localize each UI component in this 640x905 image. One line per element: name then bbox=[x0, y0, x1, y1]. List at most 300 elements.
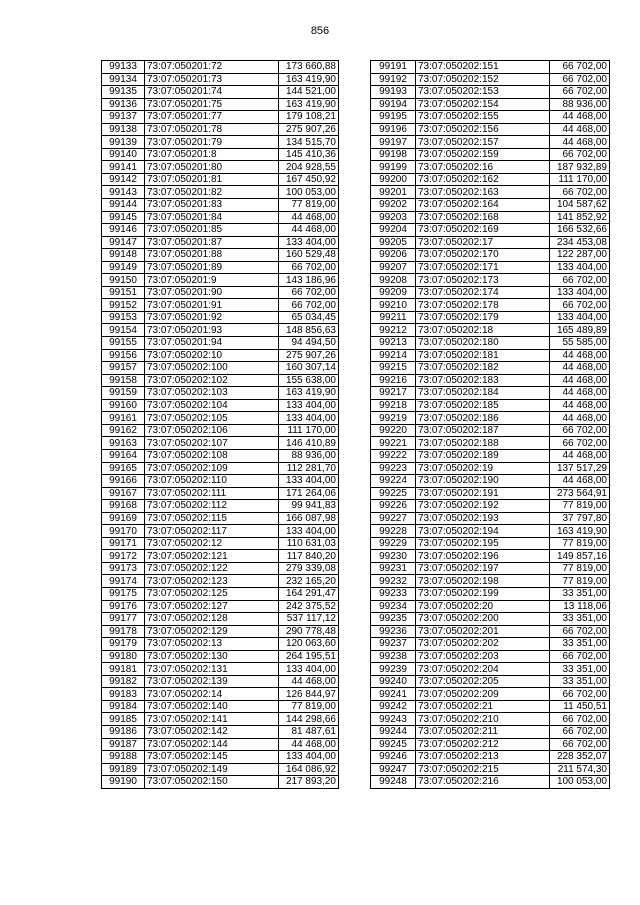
table-row bbox=[371, 650, 610, 663]
value-cell: 171 264,06 bbox=[279, 487, 339, 500]
row-number-cell: 99174 bbox=[102, 575, 145, 588]
value-cell: 144 298,66 bbox=[279, 713, 339, 726]
cadastral-number-cell: 73:07:050202:108 bbox=[145, 449, 279, 462]
table-row bbox=[371, 437, 610, 450]
cadastral-number-cell: 73:07:050202:130 bbox=[145, 650, 279, 663]
value-cell: 44 468,00 bbox=[279, 224, 339, 237]
row-number-cell: 99193 bbox=[371, 86, 416, 99]
value-cell: 111 170,00 bbox=[279, 424, 339, 437]
row-number-cell: 99229 bbox=[371, 537, 416, 550]
table-row bbox=[102, 587, 339, 600]
cadastral-number-cell: 73:07:050202:199 bbox=[416, 587, 550, 600]
value-cell: 163 419,90 bbox=[279, 98, 339, 111]
row-number-cell: 99199 bbox=[371, 161, 416, 174]
table-row bbox=[371, 562, 610, 575]
table-row bbox=[102, 462, 339, 475]
row-number-cell: 99151 bbox=[102, 286, 145, 299]
row-number-cell: 99164 bbox=[102, 449, 145, 462]
row-number-cell: 99192 bbox=[371, 73, 416, 86]
table-row bbox=[371, 337, 610, 350]
row-number-cell: 99134 bbox=[102, 73, 145, 86]
row-number-cell: 99146 bbox=[102, 224, 145, 237]
table-row bbox=[371, 462, 610, 475]
cadastral-number-cell: 73:07:050202:104 bbox=[145, 399, 279, 412]
value-cell: 66 702,00 bbox=[550, 86, 610, 99]
table-row bbox=[371, 274, 610, 287]
cadastral-number-cell: 73:07:050202:155 bbox=[416, 111, 550, 124]
row-number-cell: 99187 bbox=[102, 738, 145, 751]
value-cell: 44 468,00 bbox=[550, 399, 610, 412]
table-row bbox=[102, 412, 339, 425]
cadastral-number-cell: 73:07:050202:205 bbox=[416, 675, 550, 688]
cadastral-number-cell: 73:07:050202:216 bbox=[416, 776, 550, 789]
table-row bbox=[102, 437, 339, 450]
cadastral-number-cell: 73:07:050201:89 bbox=[145, 261, 279, 274]
row-number-cell: 99173 bbox=[102, 562, 145, 575]
table-row bbox=[371, 449, 610, 462]
table-row bbox=[371, 161, 610, 174]
table-row bbox=[371, 700, 610, 713]
cadastral-number-cell: 73:07:050201:75 bbox=[145, 98, 279, 111]
cadastral-number-cell: 73:07:050202:171 bbox=[416, 261, 550, 274]
value-cell: 94 494,50 bbox=[279, 337, 339, 350]
table-row bbox=[371, 136, 610, 149]
value-cell: 66 702,00 bbox=[550, 61, 610, 74]
row-number-cell: 99224 bbox=[371, 475, 416, 488]
cadastral-number-cell: 73:07:050202:182 bbox=[416, 362, 550, 375]
table-row bbox=[102, 500, 339, 513]
value-cell: 163 419,90 bbox=[550, 525, 610, 538]
value-cell: 166 087,98 bbox=[279, 512, 339, 525]
cadastral-number-cell: 73:07:050202:12 bbox=[145, 537, 279, 550]
row-number-cell: 99135 bbox=[102, 86, 145, 99]
row-number-cell: 99242 bbox=[371, 700, 416, 713]
table-row bbox=[102, 550, 339, 563]
cadastral-number-cell: 73:07:050202:198 bbox=[416, 575, 550, 588]
value-cell: 33 351,00 bbox=[550, 663, 610, 676]
row-number-cell: 99241 bbox=[371, 688, 416, 701]
cadastral-number-cell: 73:07:050202:209 bbox=[416, 688, 550, 701]
cadastral-number-cell: 73:07:050202:163 bbox=[416, 186, 550, 199]
cadastral-number-cell: 73:07:050202:188 bbox=[416, 437, 550, 450]
cadastral-number-cell: 73:07:050202:211 bbox=[416, 725, 550, 738]
table-row bbox=[102, 136, 339, 149]
value-cell: 117 840,20 bbox=[279, 550, 339, 563]
table-row bbox=[102, 98, 339, 111]
cadastral-number-cell: 73:07:050202:186 bbox=[416, 412, 550, 425]
table-row bbox=[371, 487, 610, 500]
table-row bbox=[102, 763, 339, 776]
value-cell: 44 468,00 bbox=[550, 362, 610, 375]
table-row bbox=[371, 763, 610, 776]
value-cell: 44 468,00 bbox=[279, 211, 339, 224]
row-number-cell: 99202 bbox=[371, 199, 416, 212]
value-cell: 133 404,00 bbox=[279, 412, 339, 425]
row-number-cell: 99245 bbox=[371, 738, 416, 751]
row-number-cell: 99188 bbox=[102, 751, 145, 764]
cadastral-number-cell: 73:07:050202:164 bbox=[416, 199, 550, 212]
row-number-cell: 99167 bbox=[102, 487, 145, 500]
row-number-cell: 99196 bbox=[371, 123, 416, 136]
value-cell: 234 453,08 bbox=[550, 236, 610, 249]
value-cell: 144 521,00 bbox=[279, 86, 339, 99]
value-cell: 81 487,61 bbox=[279, 725, 339, 738]
table-row bbox=[371, 211, 610, 224]
cadastral-number-cell: 73:07:050202:112 bbox=[145, 500, 279, 513]
table-row bbox=[102, 123, 339, 136]
cadastral-number-cell: 73:07:050202:141 bbox=[145, 713, 279, 726]
table-row bbox=[371, 587, 610, 600]
value-cell: 66 702,00 bbox=[550, 650, 610, 663]
cadastral-number-cell: 73:07:050202:193 bbox=[416, 512, 550, 525]
value-cell: 44 468,00 bbox=[279, 675, 339, 688]
table-row bbox=[371, 299, 610, 312]
value-cell: 44 468,00 bbox=[550, 475, 610, 488]
row-number-cell: 99160 bbox=[102, 399, 145, 412]
cadastral-number-cell: 73:07:050202:203 bbox=[416, 650, 550, 663]
table-row bbox=[371, 311, 610, 324]
table-row bbox=[102, 261, 339, 274]
row-number-cell: 99246 bbox=[371, 751, 416, 764]
row-number-cell: 99178 bbox=[102, 625, 145, 638]
cadastral-number-cell: 73:07:050202:20 bbox=[416, 600, 550, 613]
cadastral-number-cell: 73:07:050202:102 bbox=[145, 374, 279, 387]
table-row bbox=[371, 751, 610, 764]
value-cell: 137 517,29 bbox=[550, 462, 610, 475]
value-cell: 133 404,00 bbox=[279, 475, 339, 488]
table-row bbox=[371, 725, 610, 738]
value-cell: 228 352,07 bbox=[550, 751, 610, 764]
right-register-table bbox=[370, 60, 610, 789]
row-number-cell: 99210 bbox=[371, 299, 416, 312]
row-number-cell: 99195 bbox=[371, 111, 416, 124]
row-number-cell: 99217 bbox=[371, 387, 416, 400]
cadastral-number-cell: 73:07:050202:173 bbox=[416, 274, 550, 287]
cadastral-number-cell: 73:07:050202:142 bbox=[145, 725, 279, 738]
row-number-cell: 99232 bbox=[371, 575, 416, 588]
cadastral-number-cell: 73:07:050201:72 bbox=[145, 61, 279, 74]
value-cell: 204 928,55 bbox=[279, 161, 339, 174]
value-cell: 77 819,00 bbox=[279, 700, 339, 713]
value-cell: 133 404,00 bbox=[550, 286, 610, 299]
cadastral-number-cell: 73:07:050202:10 bbox=[145, 349, 279, 362]
row-number-cell: 99226 bbox=[371, 500, 416, 513]
value-cell: 66 702,00 bbox=[550, 437, 610, 450]
cadastral-number-cell: 73:07:050202:192 bbox=[416, 500, 550, 513]
row-number-cell: 99138 bbox=[102, 123, 145, 136]
value-cell: 44 468,00 bbox=[279, 738, 339, 751]
cadastral-number-cell: 73:07:050202:184 bbox=[416, 387, 550, 400]
cadastral-number-cell: 73:07:050202:201 bbox=[416, 625, 550, 638]
value-cell: 160 307,14 bbox=[279, 362, 339, 375]
table-row bbox=[371, 362, 610, 375]
table-row bbox=[371, 286, 610, 299]
row-number-cell: 99197 bbox=[371, 136, 416, 149]
cadastral-number-cell: 73:07:050202:121 bbox=[145, 550, 279, 563]
table-row bbox=[371, 713, 610, 726]
value-cell: 44 468,00 bbox=[550, 111, 610, 124]
value-cell: 13 118,06 bbox=[550, 600, 610, 613]
row-number-cell: 99213 bbox=[371, 337, 416, 350]
value-cell: 537 117,12 bbox=[279, 613, 339, 626]
value-cell: 110 631,03 bbox=[279, 537, 339, 550]
row-number-cell: 99235 bbox=[371, 613, 416, 626]
cadastral-number-cell: 73:07:050202:215 bbox=[416, 763, 550, 776]
row-number-cell: 99209 bbox=[371, 286, 416, 299]
cadastral-number-cell: 73:07:050201:88 bbox=[145, 249, 279, 262]
value-cell: 133 404,00 bbox=[279, 525, 339, 538]
row-number-cell: 99207 bbox=[371, 261, 416, 274]
value-cell: 122 287,00 bbox=[550, 249, 610, 262]
table-row bbox=[371, 412, 610, 425]
table-row bbox=[102, 311, 339, 324]
value-cell: 164 291,47 bbox=[279, 587, 339, 600]
row-number-cell: 99236 bbox=[371, 625, 416, 638]
value-cell: 44 468,00 bbox=[550, 387, 610, 400]
value-cell: 217 893,20 bbox=[279, 776, 339, 789]
cadastral-number-cell: 73:07:050202:117 bbox=[145, 525, 279, 538]
value-cell: 104 587,62 bbox=[550, 199, 610, 212]
row-number-cell: 99225 bbox=[371, 487, 416, 500]
table-row bbox=[102, 199, 339, 212]
value-cell: 163 419,90 bbox=[279, 387, 339, 400]
table-row bbox=[371, 399, 610, 412]
value-cell: 211 574,30 bbox=[550, 763, 610, 776]
row-number-cell: 99175 bbox=[102, 587, 145, 600]
table-row bbox=[102, 738, 339, 751]
table-row bbox=[102, 399, 339, 412]
cadastral-number-cell: 73:07:050202:115 bbox=[145, 512, 279, 525]
table-row bbox=[102, 173, 339, 186]
cadastral-number-cell: 73:07:050202:210 bbox=[416, 713, 550, 726]
value-cell: 44 468,00 bbox=[550, 349, 610, 362]
cadastral-number-cell: 73:07:050202:197 bbox=[416, 562, 550, 575]
table-row bbox=[371, 424, 610, 437]
value-cell: 66 702,00 bbox=[550, 424, 610, 437]
cadastral-number-cell: 73:07:050202:195 bbox=[416, 537, 550, 550]
cadastral-number-cell: 73:07:050201:91 bbox=[145, 299, 279, 312]
cadastral-number-cell: 73:07:050201:92 bbox=[145, 311, 279, 324]
table-row bbox=[371, 512, 610, 525]
table-row bbox=[371, 324, 610, 337]
value-cell: 66 702,00 bbox=[550, 73, 610, 86]
value-cell: 179 108,21 bbox=[279, 111, 339, 124]
value-cell: 120 063,60 bbox=[279, 638, 339, 651]
cadastral-number-cell: 73:07:050201:84 bbox=[145, 211, 279, 224]
table-row bbox=[371, 537, 610, 550]
value-cell: 77 819,00 bbox=[550, 562, 610, 575]
table-row bbox=[371, 613, 610, 626]
value-cell: 279 339,08 bbox=[279, 562, 339, 575]
table-row bbox=[102, 725, 339, 738]
cadastral-number-cell: 73:07:050202:152 bbox=[416, 73, 550, 86]
row-number-cell: 99247 bbox=[371, 763, 416, 776]
table-row bbox=[371, 575, 610, 588]
cadastral-number-cell: 73:07:050202:179 bbox=[416, 311, 550, 324]
value-cell: 44 468,00 bbox=[550, 136, 610, 149]
table-row bbox=[371, 123, 610, 136]
cadastral-number-cell: 73:07:050202:187 bbox=[416, 424, 550, 437]
row-number-cell: 99159 bbox=[102, 387, 145, 400]
table-row bbox=[102, 663, 339, 676]
cadastral-number-cell: 73:07:050201:79 bbox=[145, 136, 279, 149]
row-number-cell: 99248 bbox=[371, 776, 416, 789]
value-cell: 66 702,00 bbox=[550, 625, 610, 638]
cadastral-number-cell: 73:07:050201:87 bbox=[145, 236, 279, 249]
row-number-cell: 99152 bbox=[102, 299, 145, 312]
row-number-cell: 99227 bbox=[371, 512, 416, 525]
value-cell: 275 907,26 bbox=[279, 349, 339, 362]
row-number-cell: 99150 bbox=[102, 274, 145, 287]
table-row bbox=[371, 550, 610, 563]
value-cell: 88 936,00 bbox=[550, 98, 610, 111]
row-number-cell: 99228 bbox=[371, 525, 416, 538]
cadastral-number-cell: 73:07:050202:17 bbox=[416, 236, 550, 249]
value-cell: 66 702,00 bbox=[279, 299, 339, 312]
row-number-cell: 99154 bbox=[102, 324, 145, 337]
cadastral-number-cell: 73:07:050202:106 bbox=[145, 424, 279, 437]
table-row bbox=[102, 751, 339, 764]
table-row bbox=[102, 349, 339, 362]
cadastral-number-cell: 73:07:050201:73 bbox=[145, 73, 279, 86]
cadastral-number-cell: 73:07:050202:154 bbox=[416, 98, 550, 111]
value-cell: 37 797,80 bbox=[550, 512, 610, 525]
cadastral-number-cell: 73:07:050201:93 bbox=[145, 324, 279, 337]
value-cell: 133 404,00 bbox=[279, 399, 339, 412]
table-row bbox=[371, 663, 610, 676]
cadastral-number-cell: 73:07:050202:145 bbox=[145, 751, 279, 764]
cadastral-number-cell: 73:07:050202:194 bbox=[416, 525, 550, 538]
cadastral-number-cell: 73:07:050202:168 bbox=[416, 211, 550, 224]
row-number-cell: 99221 bbox=[371, 437, 416, 450]
cadastral-number-cell: 73:07:050202:109 bbox=[145, 462, 279, 475]
row-number-cell: 99190 bbox=[102, 776, 145, 789]
value-cell: 66 702,00 bbox=[550, 738, 610, 751]
cadastral-number-cell: 73:07:050202:202 bbox=[416, 638, 550, 651]
table-row bbox=[102, 324, 339, 337]
value-cell: 264 195,51 bbox=[279, 650, 339, 663]
table-row bbox=[102, 713, 339, 726]
row-number-cell: 99136 bbox=[102, 98, 145, 111]
value-cell: 155 638,00 bbox=[279, 374, 339, 387]
table-row bbox=[371, 675, 610, 688]
cadastral-number-cell: 73:07:050201:94 bbox=[145, 337, 279, 350]
cadastral-number-cell: 73:07:050202:178 bbox=[416, 299, 550, 312]
cadastral-number-cell: 73:07:050202:200 bbox=[416, 613, 550, 626]
row-number-cell: 99208 bbox=[371, 274, 416, 287]
cadastral-number-cell: 73:07:050202:105 bbox=[145, 412, 279, 425]
row-number-cell: 99170 bbox=[102, 525, 145, 538]
row-number-cell: 99220 bbox=[371, 424, 416, 437]
row-number-cell: 99139 bbox=[102, 136, 145, 149]
cadastral-number-cell: 73:07:050202:169 bbox=[416, 224, 550, 237]
table-row bbox=[102, 449, 339, 462]
table-row bbox=[102, 613, 339, 626]
table-row bbox=[102, 424, 339, 437]
table-row bbox=[371, 688, 610, 701]
value-cell: 66 702,00 bbox=[550, 274, 610, 287]
value-cell: 166 532,66 bbox=[550, 224, 610, 237]
table-row bbox=[102, 211, 339, 224]
table-row bbox=[102, 73, 339, 86]
row-number-cell: 99244 bbox=[371, 725, 416, 738]
row-number-cell: 99238 bbox=[371, 650, 416, 663]
value-cell: 33 351,00 bbox=[550, 613, 610, 626]
cadastral-number-cell: 73:07:050202:191 bbox=[416, 487, 550, 500]
cadastral-number-cell: 73:07:050202:213 bbox=[416, 751, 550, 764]
cadastral-number-cell: 73:07:050201:77 bbox=[145, 111, 279, 124]
row-number-cell: 99240 bbox=[371, 675, 416, 688]
table-row bbox=[371, 261, 610, 274]
value-cell: 66 702,00 bbox=[550, 186, 610, 199]
cadastral-number-cell: 73:07:050202:21 bbox=[416, 700, 550, 713]
table-row bbox=[371, 625, 610, 638]
cadastral-number-cell: 73:07:050202:18 bbox=[416, 324, 550, 337]
table-row bbox=[371, 738, 610, 751]
table-row bbox=[102, 224, 339, 237]
value-cell: 133 404,00 bbox=[279, 663, 339, 676]
cadastral-number-cell: 73:07:050201:78 bbox=[145, 123, 279, 136]
cadastral-number-cell: 73:07:050202:123 bbox=[145, 575, 279, 588]
row-number-cell: 99184 bbox=[102, 700, 145, 713]
row-number-cell: 99162 bbox=[102, 424, 145, 437]
row-number-cell: 99148 bbox=[102, 249, 145, 262]
value-cell: 77 819,00 bbox=[279, 199, 339, 212]
table-row bbox=[371, 86, 610, 99]
cadastral-number-cell: 73:07:050202:212 bbox=[416, 738, 550, 751]
value-cell: 275 907,26 bbox=[279, 123, 339, 136]
cadastral-number-cell: 73:07:050202:129 bbox=[145, 625, 279, 638]
value-cell: 66 702,00 bbox=[550, 299, 610, 312]
cadastral-number-cell: 73:07:050202:144 bbox=[145, 738, 279, 751]
value-cell: 143 186,96 bbox=[279, 274, 339, 287]
table-row bbox=[102, 61, 339, 74]
table-row bbox=[102, 537, 339, 550]
row-number-cell: 99218 bbox=[371, 399, 416, 412]
row-number-cell: 99149 bbox=[102, 261, 145, 274]
table-row bbox=[102, 186, 339, 199]
cadastral-number-cell: 73:07:050202:183 bbox=[416, 374, 550, 387]
row-number-cell: 99181 bbox=[102, 663, 145, 676]
table-row bbox=[371, 224, 610, 237]
row-number-cell: 99143 bbox=[102, 186, 145, 199]
row-number-cell: 99147 bbox=[102, 236, 145, 249]
row-number-cell: 99205 bbox=[371, 236, 416, 249]
row-number-cell: 99233 bbox=[371, 587, 416, 600]
value-cell: 33 351,00 bbox=[550, 638, 610, 651]
row-number-cell: 99191 bbox=[371, 61, 416, 74]
row-number-cell: 99243 bbox=[371, 713, 416, 726]
table-row bbox=[102, 274, 339, 287]
value-cell: 145 410,36 bbox=[279, 148, 339, 161]
value-cell: 133 404,00 bbox=[279, 236, 339, 249]
value-cell: 100 053,00 bbox=[279, 186, 339, 199]
cadastral-number-cell: 73:07:050202:159 bbox=[416, 148, 550, 161]
value-cell: 99 941,83 bbox=[279, 500, 339, 513]
row-number-cell: 99223 bbox=[371, 462, 416, 475]
cadastral-number-cell: 73:07:050202:13 bbox=[145, 638, 279, 651]
cadastral-number-cell: 73:07:050201:9 bbox=[145, 274, 279, 287]
row-number-cell: 99141 bbox=[102, 161, 145, 174]
row-number-cell: 99153 bbox=[102, 311, 145, 324]
row-number-cell: 99198 bbox=[371, 148, 416, 161]
value-cell: 165 489,89 bbox=[550, 324, 610, 337]
row-number-cell: 99161 bbox=[102, 412, 145, 425]
cadastral-number-cell: 73:07:050202:157 bbox=[416, 136, 550, 149]
row-number-cell: 99185 bbox=[102, 713, 145, 726]
cadastral-number-cell: 73:07:050201:85 bbox=[145, 224, 279, 237]
value-cell: 112 281,70 bbox=[279, 462, 339, 475]
